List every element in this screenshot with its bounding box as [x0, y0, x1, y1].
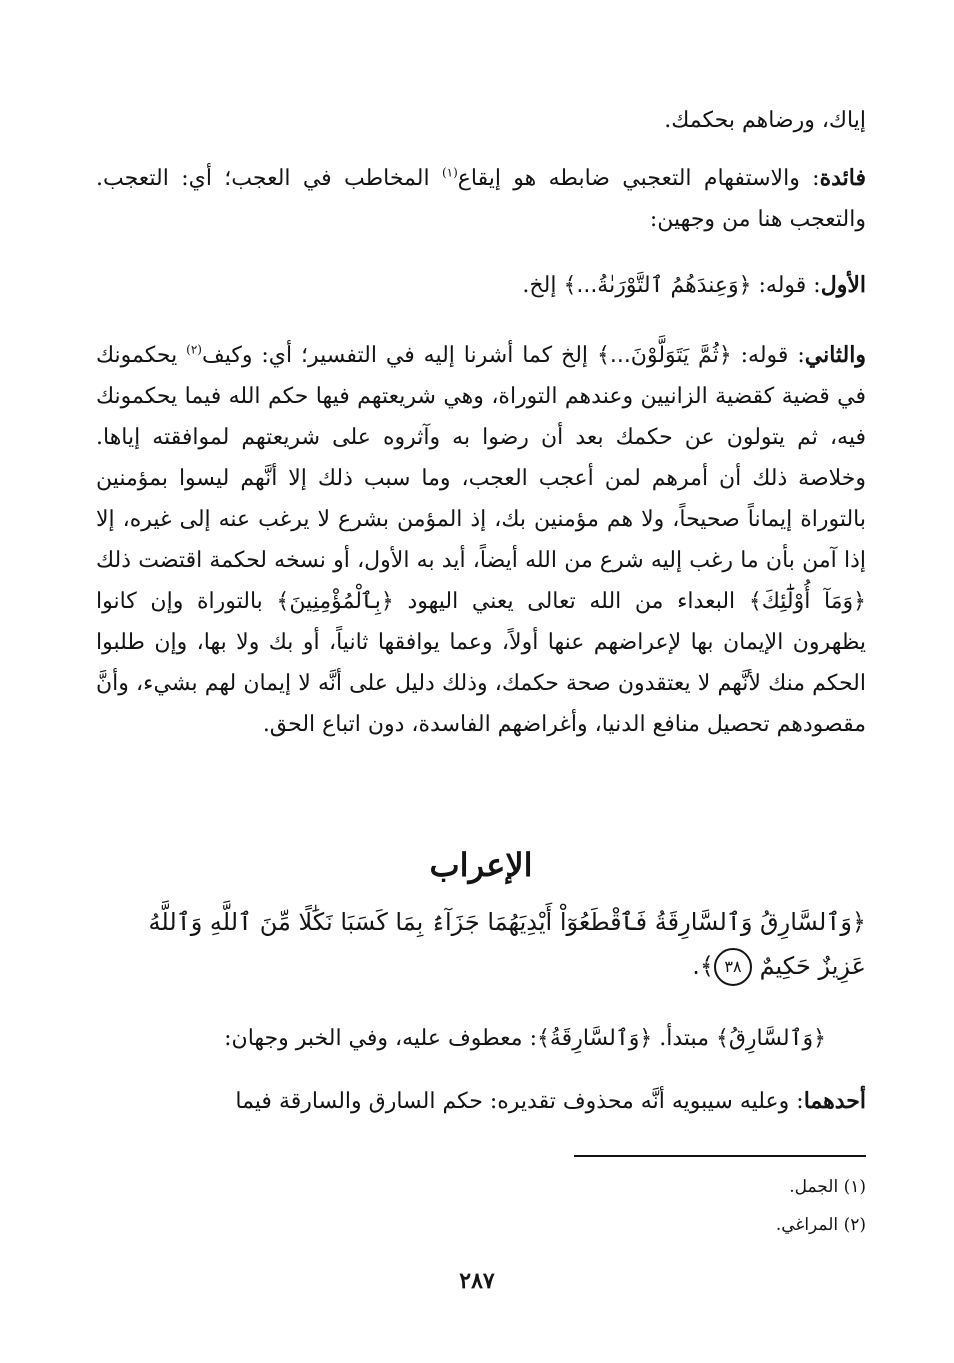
footnote-ref: (٢) — [186, 342, 202, 357]
paragraph-text: مبتدأ. — [652, 1026, 716, 1051]
page-number: ٢٨٧ — [459, 1268, 495, 1294]
paragraph-label: الأول — [820, 272, 866, 298]
footnote-text: المراغي. — [775, 1215, 839, 1235]
quran-verse — [96, 900, 866, 988]
quran-quote: ﴿وَٱلسَّارِقَةُ﴾ — [537, 1026, 653, 1051]
footnote-text: الجمل. — [789, 1177, 839, 1197]
quran-quote: ﴿بِٱلْمُؤْمِنِينَ﴾ — [276, 589, 394, 614]
quran-quote: ﴿وَٱلسَّارِقُ﴾ — [715, 1026, 826, 1051]
verse-closing: ﴾. — [692, 952, 714, 980]
footnote-number: (١) — [843, 1177, 866, 1197]
paragraph-irab — [96, 1018, 866, 1059]
paragraph-label: والثاني — [804, 342, 866, 368]
paragraph-text: : والاستفهام التعجبي ضابطه هو إيقاع — [457, 166, 820, 191]
footnote-item — [96, 1168, 866, 1206]
paragraph-faida — [96, 158, 866, 240]
verse-text: ﴿وَٱلسَّارِقُ وَٱلسَّارِقَةُ فَٱقْطَعُوٓاْ أَيْدِيَهُمَا جَزَآءَۢ بِمَا كَسَبَا نَكَٰلًا مِّنَ ٱللَّهِ وَٱللَّهُ عَزِيزٌ حَكِيمٌ — [148, 908, 866, 980]
section-heading: الإعراب — [429, 846, 533, 884]
paragraph-continuation — [96, 100, 866, 141]
paragraph-first-view — [96, 1081, 866, 1122]
paragraph-text: : معطوف عليه، وفي الخبر وجهان: — [224, 1026, 537, 1051]
paragraph-text: إياك، ورضاهم بحكمك. — [664, 108, 866, 133]
paragraph-text: : وعليه سيبويه أنَّه محذوف تقديره: حكم السارق والسارقة فيما — [235, 1089, 804, 1114]
paragraph-first — [96, 265, 866, 306]
footnotes — [96, 1168, 866, 1244]
footnote-item — [96, 1206, 866, 1244]
quran-quote: ﴿وَعِندَهُمُ ٱلتَّوْرَىٰةُ...﴾ — [563, 273, 752, 298]
ayah-number-marker: ٣٨ — [714, 948, 752, 986]
paragraph-text: المخاطب في العجب؛ أي: التعجب. والتعجب هنا من وجهين: — [96, 166, 866, 232]
paragraph-text: بالتوراة وإن كانوا يظهرون الإيمان بها لإعراضهم عنها أولاً، وعما يوافقها ثانياً، أو بك ولا بها، وإن طلبوا الحكم منك لأنَّهم لا يعتقدون صحة حكمك، وذلك دليل على أنَّه لا إيمان لهم بشيء، وأنَّ مقصودهم تحصيل منافع الدنيا، وأغراضهم الفاسدة، دون اتباع الحق. — [96, 589, 866, 737]
paragraph-second — [96, 335, 866, 745]
paragraph-text: إلخ كما أشرنا إليه في التفسير؛ أي: وكيف — [201, 343, 597, 368]
paragraph-text: البعداء من الله تعالى يعني اليهود — [393, 589, 749, 614]
paragraph-text: يحكمونك في قضية كقضية الزانيين وعندهم التوراة، وهي شريعتهم فيها حكم الله فيما يحكمونك فيه، ثم يتولون عن حكمك بعد أن رضوا به وآثروه على شريعتهم لموافقته إياها. وخلاصة ذلك أن أمرهم لمن أعجب العجب، وما سبب ذلك إلا أنَّهم ليسوا بمؤمنين بالتوراة إيماناً صحيحاً، ولا هم مؤمنين بك، إذ المؤمن بشرع لا يرغب عنه إلى غيره، إلا إذا آمن بأن ما رغب إليه شرع من الله أيضاً، أيد به الأول، أو نسخه لحكمة اقتضت ذلك — [96, 343, 866, 573]
paragraph-text: : قوله: — [731, 343, 805, 368]
footnote-number: (٢) — [843, 1215, 866, 1235]
paragraph-label: فائدة — [819, 165, 866, 191]
paragraph-label: أحدهما — [803, 1088, 866, 1114]
paragraph-text: : قوله: — [751, 273, 821, 298]
paragraph-text: إلخ. — [522, 273, 564, 298]
footnote-ref: (١) — [441, 165, 458, 180]
quran-quote: ﴿وَمَآ أُوْلَٰٓئِكَ﴾ — [748, 589, 866, 614]
quran-quote: ﴿ثُمَّ يَتَوَلَّوْنَ...﴾ — [596, 343, 732, 368]
footnote-divider — [574, 1155, 866, 1157]
